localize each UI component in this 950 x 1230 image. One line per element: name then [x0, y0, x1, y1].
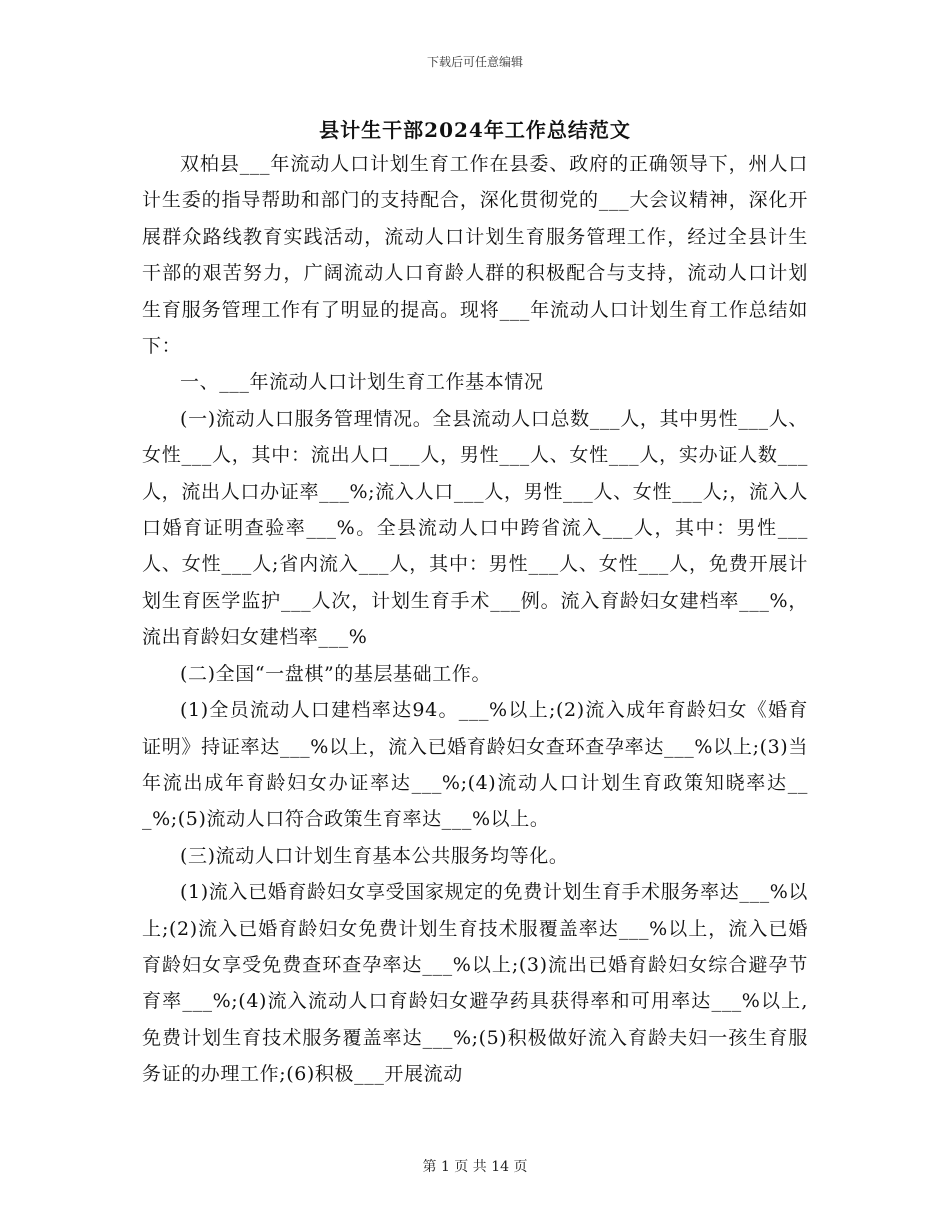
page-number-footer: 第 1 页 共 14 页: [422, 1159, 528, 1175]
document-body: [142, 146, 808, 1093]
paragraph-intro: 双柏县___年流动人口计划生育工作在县委、政府的正确领导下，州人口计生委的指导帮助和部门的支持配合，深化贯彻党的___大会议精神，深化开展群众路线教育实践活动，流动人口计划生育服务管理工作，经过全县计生干部的艰苦努力，广阔流动人口育龄人群的积极配合与支持，流动人口计划生育服务管理工作有了明显的提高。现将___年流动人口计划生育工作总结如下：: [142, 153, 808, 358]
paragraph-public-services-rates: (1)流入已婚育龄妇女享受国家规定的免费计划生育手术服务率达___%以上;(2)流入已婚育龄妇女免费计划生育技术服覆盖率达___%以上，流入已婚育龄妇女享受免费查环查孕率达___%以上;(3)流出已婚育龄妇女综合避孕节育率___%;(4)流入流动人口育龄妇女避孕药具获得率和可用率达___%以上,免费计划生育技术服务覆盖率达___%;(5)积极做好流入育龄夫妇一孩生育服务证的办理工作;(6)积极___开展流动: [142, 881, 808, 1086]
section-heading-basic-situation: 一、___年流动人口计划生育工作基本情况: [180, 371, 544, 394]
paragraph-grassroots-rates: (1)全员流动人口建档率达94。___%以上;(2)流入成年育龄妇女《婚育证明》持证率达___%以上，流入已婚育龄妇女查环查孕率达___%以上;(3)当年流出成年育龄妇女办证率达___%;(4)流动人口计划生育政策知晓率达___%;(5)流动人口符合政策生育率达___%以上。: [142, 699, 808, 831]
document-title: 县计生干部2024年工作总结范文: [319, 118, 631, 142]
page-header-note: 下载后可任意编辑: [426, 55, 523, 69]
subsection-heading-public-services: (三)流动人口计划生育基本公共服务均等化。: [180, 844, 569, 867]
paragraph-service-management: (一)流动人口服务管理情况。全县流动人口总数___人，其中男性___人、女性___人，其中：流出人口___人，男性___人、女性___人，实办证人数___人，流出人口办证率___%;流入人口___人，男性___人、女性___人;，流入人口婚育证明查验率___%。全县流动人口中跨省流入___人，其中：男性___人、女性___人;省内流入___人，其中：男性___人、女性___人，免费开展计划生育医学监护___人次，计划生育手术___例。流入育龄妇女建档率___%，流出育龄妇女建档率___%: [142, 407, 808, 649]
subsection-heading-grassroots: (二)全国“一盘棋”的基层基础工作。: [180, 662, 492, 685]
